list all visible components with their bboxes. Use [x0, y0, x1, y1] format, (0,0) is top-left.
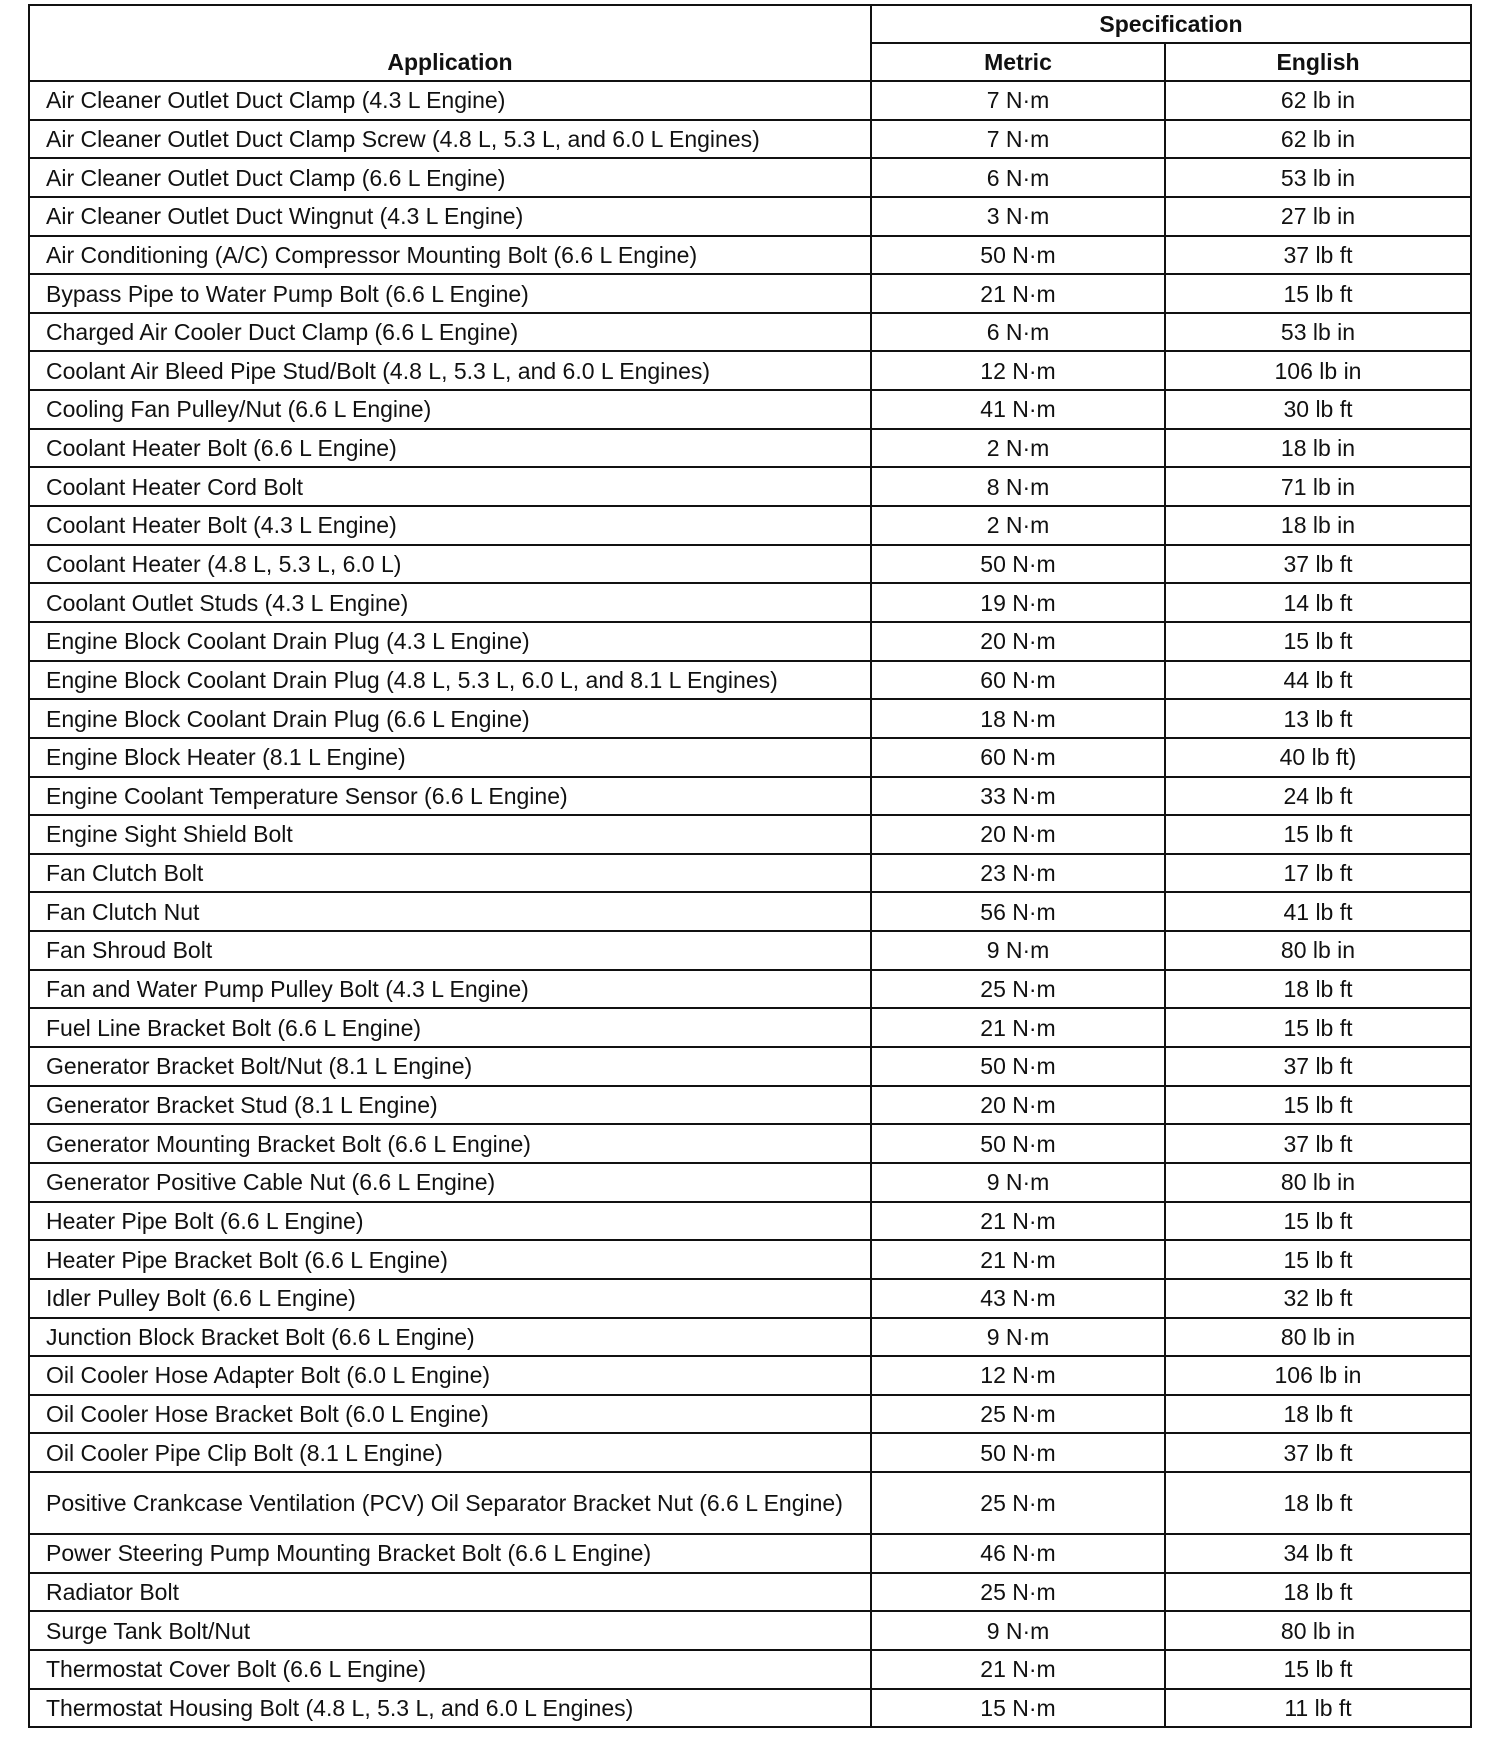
table-row [29, 661, 1471, 700]
table-row [29, 429, 1471, 468]
table-row [29, 1433, 1471, 1472]
application-cell: Fan and Water Pump Pulley Bolt (4.3 L Engine) [29, 970, 871, 1009]
english-cell: 106 lb in [1165, 351, 1471, 390]
metric-cell: 21 N·m [871, 1650, 1165, 1689]
english-cell: 30 lb ft [1165, 390, 1471, 429]
table-row [29, 1086, 1471, 1125]
english-cell: 15 lb ft [1165, 1650, 1471, 1689]
application-cell: Engine Coolant Temperature Sensor (6.6 L Engine) [29, 777, 871, 816]
english-cell: 62 lb in [1165, 81, 1471, 120]
table-row [29, 892, 1471, 931]
application-cell: Engine Sight Shield Bolt [29, 815, 871, 854]
application-cell: Generator Bracket Bolt/Nut (8.1 L Engine) [29, 1047, 871, 1086]
application-cell: Heater Pipe Bolt (6.6 L Engine) [29, 1202, 871, 1241]
table-header [29, 5, 1471, 81]
metric-cell: 20 N·m [871, 1086, 1165, 1125]
metric-cell: 25 N·m [871, 1573, 1165, 1612]
table-row [29, 197, 1471, 236]
table-row [29, 1611, 1471, 1650]
table-row [29, 158, 1471, 197]
table-row [29, 1472, 1471, 1534]
application-cell: Fan Clutch Nut [29, 892, 871, 931]
application-header: Application [29, 5, 871, 81]
metric-cell: 21 N·m [871, 1240, 1165, 1279]
english-cell: 37 lb ft [1165, 545, 1471, 584]
application-cell: Charged Air Cooler Duct Clamp (6.6 L Engine) [29, 313, 871, 352]
application-cell: Engine Block Coolant Drain Plug (6.6 L Engine) [29, 699, 871, 738]
application-cell: Oil Cooler Hose Bracket Bolt (6.0 L Engine) [29, 1395, 871, 1434]
english-cell: 34 lb ft [1165, 1534, 1471, 1573]
metric-cell: 12 N·m [871, 351, 1165, 390]
table-row [29, 274, 1471, 313]
english-cell: 15 lb ft [1165, 1240, 1471, 1279]
metric-cell: 41 N·m [871, 390, 1165, 429]
english-cell: 44 lb ft [1165, 661, 1471, 700]
metric-cell: 18 N·m [871, 699, 1165, 738]
metric-cell: 19 N·m [871, 583, 1165, 622]
table-row [29, 390, 1471, 429]
application-cell: Coolant Heater Bolt (6.6 L Engine) [29, 429, 871, 468]
metric-cell: 56 N·m [871, 892, 1165, 931]
english-cell: 15 lb ft [1165, 622, 1471, 661]
table-row [29, 1202, 1471, 1241]
application-cell: Junction Block Bracket Bolt (6.6 L Engine) [29, 1318, 871, 1357]
table-row [29, 120, 1471, 159]
table-row [29, 1689, 1471, 1728]
application-cell: Positive Crankcase Ventilation (PCV) Oil Separator Bracket Nut (6.6 L Engine) [29, 1472, 871, 1534]
table-row [29, 583, 1471, 622]
metric-cell: 15 N·m [871, 1689, 1165, 1728]
application-cell: Engine Block Coolant Drain Plug (4.8 L, 5.3 L, 6.0 L, and 8.1 L Engines) [29, 661, 871, 700]
english-cell: 80 lb in [1165, 1318, 1471, 1357]
metric-cell: 21 N·m [871, 1202, 1165, 1241]
application-cell: Coolant Heater Cord Bolt [29, 467, 871, 506]
metric-cell: 7 N·m [871, 81, 1165, 120]
english-cell: 18 lb ft [1165, 970, 1471, 1009]
table-row [29, 1124, 1471, 1163]
application-cell: Oil Cooler Pipe Clip Bolt (8.1 L Engine) [29, 1433, 871, 1472]
application-cell: Engine Block Coolant Drain Plug (4.3 L Engine) [29, 622, 871, 661]
english-cell: 41 lb ft [1165, 892, 1471, 931]
table-row [29, 1047, 1471, 1086]
application-cell: Generator Positive Cable Nut (6.6 L Engine) [29, 1163, 871, 1202]
table-row [29, 1395, 1471, 1434]
metric-cell: 9 N·m [871, 1611, 1165, 1650]
metric-cell: 33 N·m [871, 777, 1165, 816]
table-row [29, 854, 1471, 893]
english-cell: 15 lb ft [1165, 1086, 1471, 1125]
english-cell: 40 lb ft) [1165, 738, 1471, 777]
english-cell: 11 lb ft [1165, 1689, 1471, 1728]
english-cell: 80 lb in [1165, 1611, 1471, 1650]
application-cell: Air Cleaner Outlet Duct Clamp (6.6 L Engine) [29, 158, 871, 197]
english-cell: 24 lb ft [1165, 777, 1471, 816]
application-cell: Coolant Heater (4.8 L, 5.3 L, 6.0 L) [29, 545, 871, 584]
metric-cell: 8 N·m [871, 467, 1165, 506]
english-header: English [1165, 43, 1471, 81]
english-cell: 18 lb ft [1165, 1472, 1471, 1534]
metric-cell: 21 N·m [871, 274, 1165, 313]
application-cell: Air Conditioning (A/C) Compressor Mounting Bolt (6.6 L Engine) [29, 236, 871, 275]
metric-cell: 46 N·m [871, 1534, 1165, 1573]
table-row [29, 1163, 1471, 1202]
application-cell: Oil Cooler Hose Adapter Bolt (6.0 L Engine) [29, 1356, 871, 1395]
metric-cell: 6 N·m [871, 158, 1165, 197]
table-row [29, 738, 1471, 777]
english-cell: 14 lb ft [1165, 583, 1471, 622]
application-cell: Air Cleaner Outlet Duct Clamp Screw (4.8 L, 5.3 L, and 6.0 L Engines) [29, 120, 871, 159]
torque-spec-table-container [28, 4, 1470, 1728]
english-cell: 18 lb in [1165, 506, 1471, 545]
metric-cell: 21 N·m [871, 1008, 1165, 1047]
metric-cell: 20 N·m [871, 815, 1165, 854]
application-cell: Generator Mounting Bracket Bolt (6.6 L Engine) [29, 1124, 871, 1163]
torque-spec-table [28, 4, 1472, 1728]
table-row [29, 699, 1471, 738]
table-row [29, 1573, 1471, 1612]
application-cell: Air Cleaner Outlet Duct Wingnut (4.3 L Engine) [29, 197, 871, 236]
metric-cell: 12 N·m [871, 1356, 1165, 1395]
metric-cell: 2 N·m [871, 506, 1165, 545]
table-row [29, 815, 1471, 854]
metric-cell: 2 N·m [871, 429, 1165, 468]
metric-cell: 20 N·m [871, 622, 1165, 661]
metric-cell: 43 N·m [871, 1279, 1165, 1318]
english-cell: 71 lb in [1165, 467, 1471, 506]
application-cell: Heater Pipe Bracket Bolt (6.6 L Engine) [29, 1240, 871, 1279]
application-cell: Generator Bracket Stud (8.1 L Engine) [29, 1086, 871, 1125]
metric-cell: 50 N·m [871, 1433, 1165, 1472]
specification-header: Specification [871, 5, 1471, 43]
metric-cell: 50 N·m [871, 1124, 1165, 1163]
application-cell: Idler Pulley Bolt (6.6 L Engine) [29, 1279, 871, 1318]
english-cell: 37 lb ft [1165, 1047, 1471, 1086]
table-row [29, 1650, 1471, 1689]
table-body [29, 81, 1471, 1727]
application-cell: Surge Tank Bolt/Nut [29, 1611, 871, 1650]
metric-cell: 3 N·m [871, 197, 1165, 236]
table-row [29, 1240, 1471, 1279]
english-cell: 18 lb in [1165, 429, 1471, 468]
english-cell: 18 lb ft [1165, 1573, 1471, 1612]
application-cell: Coolant Air Bleed Pipe Stud/Bolt (4.8 L, 5.3 L, and 6.0 L Engines) [29, 351, 871, 390]
english-cell: 53 lb in [1165, 158, 1471, 197]
metric-cell: 6 N·m [871, 313, 1165, 352]
table-row [29, 1534, 1471, 1573]
table-row [29, 545, 1471, 584]
english-cell: 37 lb ft [1165, 1124, 1471, 1163]
application-cell: Cooling Fan Pulley/Nut (6.6 L Engine) [29, 390, 871, 429]
table-row [29, 506, 1471, 545]
metric-cell: 50 N·m [871, 545, 1165, 584]
table-row [29, 313, 1471, 352]
application-cell: Thermostat Cover Bolt (6.6 L Engine) [29, 1650, 871, 1689]
english-cell: 37 lb ft [1165, 1433, 1471, 1472]
metric-cell: 25 N·m [871, 1472, 1165, 1534]
table-row [29, 351, 1471, 390]
application-cell: Coolant Heater Bolt (4.3 L Engine) [29, 506, 871, 545]
application-cell: Air Cleaner Outlet Duct Clamp (4.3 L Engine) [29, 81, 871, 120]
table-row [29, 1279, 1471, 1318]
table-row [29, 622, 1471, 661]
english-cell: 17 lb ft [1165, 854, 1471, 893]
metric-cell: 60 N·m [871, 661, 1165, 700]
table-row [29, 777, 1471, 816]
metric-cell: 25 N·m [871, 1395, 1165, 1434]
table-row [29, 1318, 1471, 1357]
application-cell: Fan Clutch Bolt [29, 854, 871, 893]
metric-cell: 9 N·m [871, 1163, 1165, 1202]
metric-cell: 7 N·m [871, 120, 1165, 159]
application-cell: Coolant Outlet Studs (4.3 L Engine) [29, 583, 871, 622]
metric-cell: 25 N·m [871, 970, 1165, 1009]
application-cell: Fuel Line Bracket Bolt (6.6 L Engine) [29, 1008, 871, 1047]
table-row [29, 931, 1471, 970]
english-cell: 13 lb ft [1165, 699, 1471, 738]
table-row [29, 970, 1471, 1009]
metric-cell: 60 N·m [871, 738, 1165, 777]
english-cell: 32 lb ft [1165, 1279, 1471, 1318]
english-cell: 106 lb in [1165, 1356, 1471, 1395]
metric-cell: 9 N·m [871, 931, 1165, 970]
english-cell: 15 lb ft [1165, 1008, 1471, 1047]
english-cell: 15 lb ft [1165, 815, 1471, 854]
application-cell: Radiator Bolt [29, 1573, 871, 1612]
english-cell: 37 lb ft [1165, 236, 1471, 275]
metric-cell: 50 N·m [871, 1047, 1165, 1086]
table-row [29, 236, 1471, 275]
metric-cell: 23 N·m [871, 854, 1165, 893]
english-cell: 62 lb in [1165, 120, 1471, 159]
english-cell: 80 lb in [1165, 931, 1471, 970]
table-row [29, 1008, 1471, 1047]
application-cell: Bypass Pipe to Water Pump Bolt (6.6 L Engine) [29, 274, 871, 313]
english-cell: 15 lb ft [1165, 1202, 1471, 1241]
metric-cell: 50 N·m [871, 236, 1165, 275]
english-cell: 27 lb in [1165, 197, 1471, 236]
application-cell: Engine Block Heater (8.1 L Engine) [29, 738, 871, 777]
english-cell: 53 lb in [1165, 313, 1471, 352]
english-cell: 80 lb in [1165, 1163, 1471, 1202]
english-cell: 18 lb ft [1165, 1395, 1471, 1434]
table-row [29, 467, 1471, 506]
application-cell: Fan Shroud Bolt [29, 931, 871, 970]
metric-header: Metric [871, 43, 1165, 81]
table-row [29, 1356, 1471, 1395]
english-cell: 15 lb ft [1165, 274, 1471, 313]
application-cell: Thermostat Housing Bolt (4.8 L, 5.3 L, and 6.0 L Engines) [29, 1689, 871, 1728]
application-cell: Power Steering Pump Mounting Bracket Bolt (6.6 L Engine) [29, 1534, 871, 1573]
metric-cell: 9 N·m [871, 1318, 1165, 1357]
table-row [29, 81, 1471, 120]
